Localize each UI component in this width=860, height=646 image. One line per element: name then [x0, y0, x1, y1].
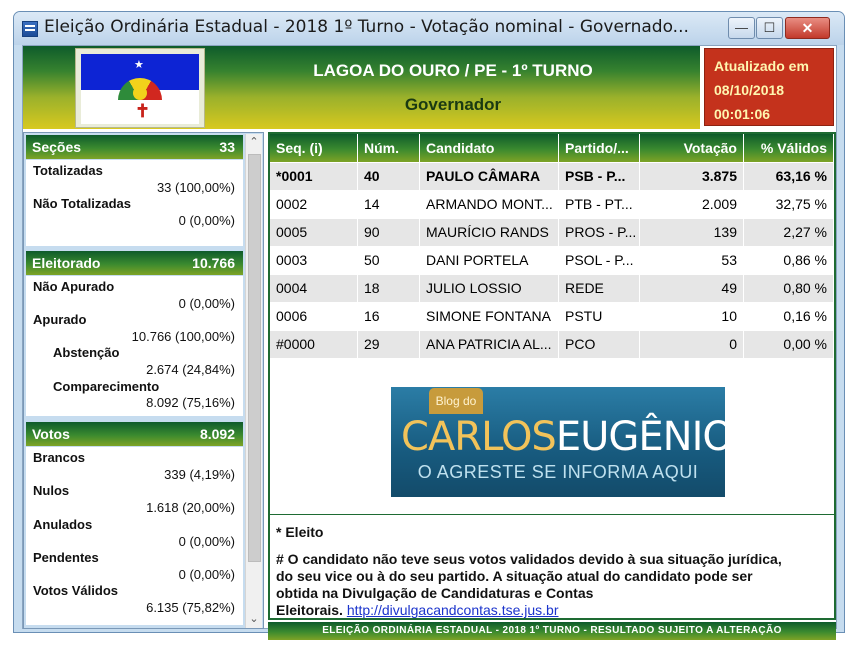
anulados-value: 0 (0,00%) — [178, 534, 235, 549]
cell-candidato: ANA PATRICIA AL... — [420, 331, 559, 358]
app-icon — [22, 21, 38, 37]
column-header-partido[interactable]: Partido/... — [559, 134, 640, 162]
cell-partido: PROS - P... — [559, 219, 640, 246]
column-header-candidato[interactable]: Candidato — [420, 134, 559, 162]
cell-partido: PCO — [559, 331, 640, 358]
cell-num: 18 — [358, 275, 420, 302]
cell-votacao: 139 — [640, 219, 744, 246]
cell-validos: 0,00 % — [744, 331, 834, 358]
pendentes-label: Pendentes — [33, 550, 99, 565]
note-line-4-text: Eleitorais. — [276, 602, 343, 618]
totalizadas-label: Totalizadas — [33, 163, 103, 178]
cell-candidato: PAULO CÂMARA — [420, 163, 559, 190]
cell-num: 14 — [358, 191, 420, 218]
cell-validos: 0,80 % — [744, 275, 834, 302]
results-table — [268, 132, 836, 517]
notes-panel — [268, 514, 836, 620]
brancos-label: Brancos — [33, 450, 86, 465]
column-header-validos[interactable]: % Válidos — [744, 134, 834, 162]
nao-totalizadas-label: Não Totalizadas — [33, 196, 132, 211]
cell-partido: PTB - PT... — [559, 191, 640, 218]
cell-validos: 32,75 % — [744, 191, 834, 218]
comparecimento-value: 8.092 (75,16%) — [146, 395, 235, 410]
stats-scrollbar[interactable] — [245, 134, 262, 628]
cell-partido: PSB - P... — [559, 163, 640, 190]
cell-votacao: 2.009 — [640, 191, 744, 218]
brancos-value: 339 (4,19%) — [164, 467, 235, 482]
blog-banner[interactable] — [391, 387, 733, 497]
cell-candidato: MAURÍCIO RANDS — [420, 219, 559, 246]
nulos-label: Nulos — [33, 483, 70, 498]
votos-header — [26, 422, 243, 446]
cell-validos: 63,16 % — [744, 163, 834, 190]
note-line-2: do seu vice ou à do seu partido. A situação atual do candidato pode ser — [276, 568, 753, 584]
table-header — [270, 134, 834, 162]
updated-badge — [704, 48, 834, 126]
votos-value: 8.092 — [199, 426, 235, 442]
cell-partido: PSTU — [559, 303, 640, 330]
table-row[interactable] — [270, 331, 834, 358]
abstencao-value: 2.674 (24,84%) — [146, 362, 235, 377]
apurado-value: 10.766 (100,00%) — [131, 329, 235, 344]
totalizadas-value: 33 (100,00%) — [156, 180, 235, 195]
minimize-button[interactable]: — — [728, 17, 755, 39]
cell-seq: #0000 — [270, 331, 358, 358]
scroll-thumb[interactable] — [248, 154, 261, 562]
note-line-1: # O candidato não teve seus votos validados devido à sua situação jurídica, — [276, 551, 782, 567]
scroll-up-icon[interactable]: ⌃ — [249, 136, 259, 148]
cell-candidato: ARMANDO MONT... — [420, 191, 559, 218]
nulos-value: 1.618 (20,00%) — [146, 500, 235, 515]
table-row[interactable] — [270, 303, 834, 330]
divulgacand-link[interactable]: http://divulgacandcontas.tse.jus.br — [346, 602, 559, 618]
anulados-label: Anulados — [33, 517, 93, 532]
client-area — [22, 45, 837, 636]
banner-name-part1: CARLOS — [401, 414, 556, 460]
abstencao-label: Abstenção — [53, 345, 120, 360]
maximize-button[interactable]: ☐ — [756, 17, 783, 39]
table-row[interactable] — [270, 219, 834, 246]
column-header-num[interactable]: Núm. — [358, 134, 420, 162]
updated-label: Atualizado em — [714, 58, 809, 74]
cell-validos: 2,27 % — [744, 219, 834, 246]
votos-label: Votos — [32, 426, 70, 442]
note-eleito: * Eleito — [276, 524, 324, 540]
cell-seq: 0006 — [270, 303, 358, 330]
cell-num: 50 — [358, 247, 420, 274]
cell-candidato: DANI PORTELA — [420, 247, 559, 274]
eleitorado-header — [26, 251, 243, 275]
column-header-seq[interactable]: Seq. (i) — [270, 134, 358, 162]
cell-seq: 0003 — [270, 247, 358, 274]
title-bar[interactable] — [14, 12, 844, 45]
stats-panel — [23, 132, 264, 629]
apurado-label: Apurado — [33, 312, 87, 327]
eleitorado-label: Eleitorado — [32, 255, 101, 271]
banner-slogan: O AGRESTE SE INFORMA AQUI — [417, 462, 699, 482]
eleitorado-box — [26, 276, 243, 416]
note-line-3: obtida na Divulgação de Candidaturas e Contas — [276, 585, 594, 601]
votos-box — [26, 447, 243, 625]
scroll-down-icon[interactable]: ⌄ — [249, 613, 259, 625]
cell-seq: 0004 — [270, 275, 358, 302]
table-row[interactable] — [270, 191, 834, 218]
banner-name-part2: EUGÊNIO — [555, 414, 733, 460]
cell-seq: *0001 — [270, 163, 358, 190]
app-window — [13, 11, 845, 636]
cell-votacao: 0 — [640, 331, 744, 358]
table-row[interactable] — [270, 247, 834, 274]
cell-votacao: 10 — [640, 303, 744, 330]
table-row[interactable] — [270, 163, 834, 190]
updated-date: 08/10/2018 — [714, 82, 785, 98]
header-band — [23, 46, 700, 129]
cell-validos: 0,16 % — [744, 303, 834, 330]
cell-partido: REDE — [559, 275, 640, 302]
banner-tag: Blog do — [429, 388, 483, 414]
cell-votacao: 3.875 — [640, 163, 744, 190]
cell-votacao: 49 — [640, 275, 744, 302]
comparecimento-label: Comparecimento — [53, 379, 160, 394]
pendentes-value: 0 (0,00%) — [178, 567, 235, 582]
cell-num: 16 — [358, 303, 420, 330]
flag-cross-icon: ✝ — [135, 101, 151, 121]
flag-sun-icon — [133, 86, 147, 100]
location-title: LAGOA DO OURO / PE - 1º TURNO — [313, 61, 593, 80]
office-subtitle: Governador — [404, 95, 502, 114]
eleitorado-value: 10.766 — [192, 255, 235, 271]
cell-num: 29 — [358, 331, 420, 358]
secoes-header — [26, 135, 243, 159]
banner-name — [401, 414, 733, 460]
note-line-4 — [276, 602, 559, 618]
nao-apurado-label: Não Apurado — [33, 279, 115, 294]
votos-validos-value: 6.135 (75,82%) — [146, 600, 235, 615]
status-footer: ELEIÇÃO ORDINÁRIA ESTADUAL - 2018 1º TURNO - RESULTADO SUJEITO A ALTERAÇÃO — [268, 622, 836, 640]
cell-candidato: JULIO LOSSIO — [420, 275, 559, 302]
cell-partido: PSOL - P... — [559, 247, 640, 274]
cell-validos: 0,86 % — [744, 247, 834, 274]
cell-seq: 0005 — [270, 219, 358, 246]
secoes-value: 33 — [219, 139, 235, 155]
cell-candidato: SIMONE FONTANA — [420, 303, 559, 330]
secoes-box — [26, 160, 243, 246]
table-row[interactable] — [270, 275, 834, 302]
window-title: Eleição Ordinária Estadual - 2018 1º Turno - Votação nominal - Governado... — [44, 17, 689, 37]
column-header-votacao[interactable]: Votação — [640, 134, 744, 162]
pernambuco-flag-icon — [81, 54, 199, 124]
updated-time: 00:01:06 — [714, 106, 771, 122]
cell-num: 90 — [358, 219, 420, 246]
secoes-label: Seções — [32, 139, 82, 155]
flag-star-icon: ★ — [134, 59, 144, 71]
votos-validos-label: Votos Válidos — [33, 583, 118, 598]
close-button[interactable]: ✕ — [785, 17, 830, 39]
nao-totalizadas-value: 0 (0,00%) — [178, 213, 235, 228]
cell-num: 40 — [358, 163, 420, 190]
nao-apurado-value: 0 (0,00%) — [178, 296, 235, 311]
cell-seq: 0002 — [270, 191, 358, 218]
cell-votacao: 53 — [640, 247, 744, 274]
flag-frame — [75, 48, 205, 128]
